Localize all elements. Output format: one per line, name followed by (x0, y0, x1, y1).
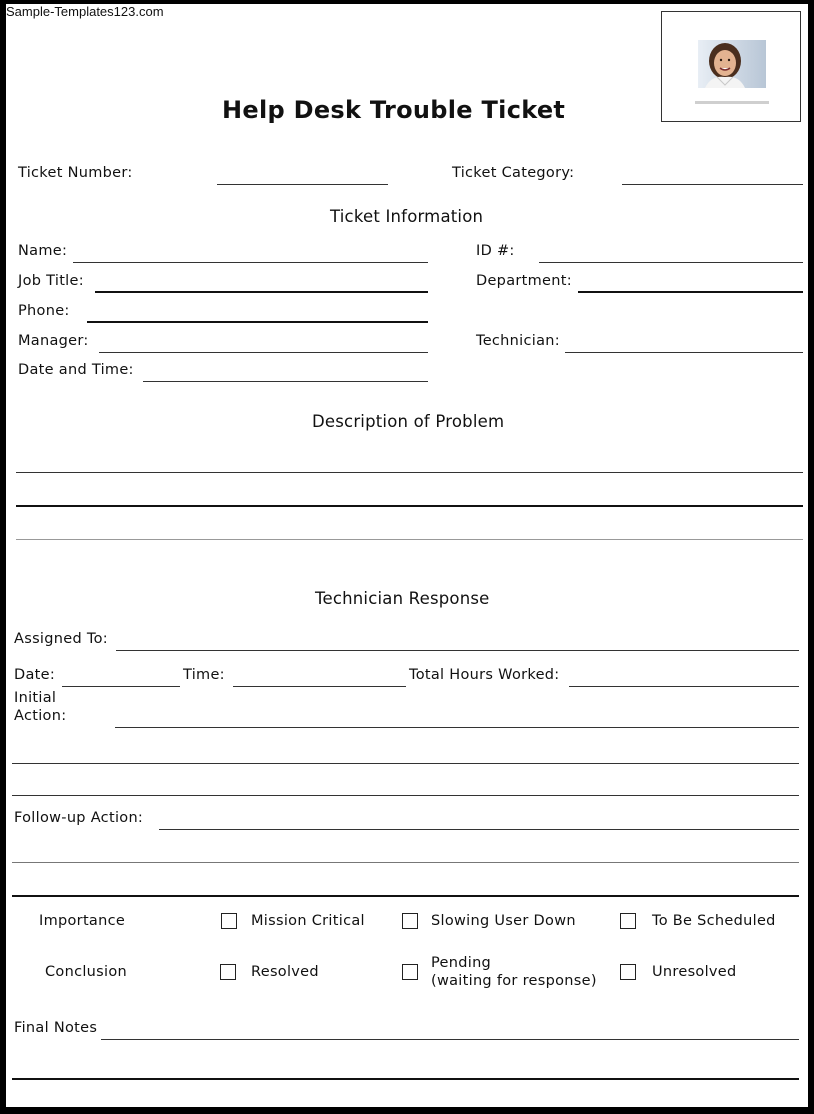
final-notes-field[interactable] (101, 1039, 799, 1040)
to-be-scheduled-checkbox[interactable] (620, 913, 636, 929)
description-line-1[interactable] (16, 472, 803, 473)
resolved-label: Resolved (251, 964, 319, 980)
ticket-information-heading: Ticket Information (330, 207, 484, 226)
followup-action-line-2[interactable] (12, 862, 799, 863)
initial-action-line-2[interactable] (12, 763, 799, 764)
unresolved-label: Unresolved (652, 964, 737, 980)
resolved-checkbox[interactable] (220, 964, 236, 980)
ticket-number-label: Ticket Number: (18, 165, 133, 181)
name-label: Name: (18, 243, 68, 259)
pending-label-line2: (waiting for response) (431, 973, 597, 989)
slowing-user-down-label: Slowing User Down (431, 913, 576, 929)
assigned-to-label: Assigned To: (14, 631, 108, 647)
technician-field[interactable] (565, 352, 803, 353)
assigned-to-field[interactable] (116, 650, 799, 651)
phone-label: Phone: (18, 303, 70, 319)
technician-response-heading: Technician Response (315, 589, 490, 608)
time-field[interactable] (233, 686, 406, 687)
description-line-3[interactable] (16, 539, 803, 540)
total-hours-field[interactable] (569, 686, 799, 687)
followup-action-label: Follow-up Action: (14, 810, 144, 826)
pending-checkbox[interactable] (402, 964, 418, 980)
initial-action-field[interactable] (115, 727, 799, 728)
department-label: Department: (476, 273, 572, 289)
phone-field[interactable] (87, 321, 428, 323)
manager-label: Manager: (18, 333, 89, 349)
photo-box (661, 11, 801, 122)
final-notes-label: Final Notes (14, 1020, 98, 1036)
final-notes-line-2[interactable] (12, 1078, 799, 1080)
department-field[interactable] (578, 291, 803, 293)
ticket-category-label: Ticket Category: (452, 165, 575, 181)
total-hours-label: Total Hours Worked: (409, 667, 560, 683)
initial-action-label-line2: Action: (14, 708, 67, 724)
mission-critical-checkbox[interactable] (221, 913, 237, 929)
conclusion-label: Conclusion (45, 964, 128, 980)
ticket-category-field[interactable] (622, 184, 803, 185)
description-heading: Description of Problem (312, 412, 505, 431)
id-field[interactable] (539, 262, 803, 263)
date-time-label: Date and Time: (18, 362, 134, 378)
date-label: Date: (14, 667, 56, 683)
job-title-label: Job Title: (18, 273, 84, 289)
time-label: Time: (183, 667, 225, 683)
mission-critical-label: Mission Critical (251, 913, 365, 929)
followup-action-field[interactable] (159, 829, 799, 830)
date-time-field[interactable] (143, 381, 428, 382)
name-field[interactable] (73, 262, 428, 263)
ticket-number-field[interactable] (217, 184, 388, 185)
manager-field[interactable] (99, 352, 428, 353)
date-field[interactable] (62, 686, 180, 687)
to-be-scheduled-label: To Be Scheduled (652, 913, 776, 929)
job-title-field[interactable] (95, 291, 428, 293)
initial-action-line-3[interactable] (12, 795, 799, 796)
description-line-2[interactable] (16, 505, 803, 507)
initial-action-label-line1: Initial (14, 690, 57, 706)
pending-label-line1: Pending (431, 955, 492, 971)
page-title: Help Desk Trouble Ticket (222, 96, 566, 124)
id-label: ID #: (476, 243, 515, 259)
importance-label: Importance (39, 913, 126, 929)
unresolved-checkbox[interactable] (620, 964, 636, 980)
slowing-user-down-checkbox[interactable] (402, 913, 418, 929)
watermark: Sample-Templates123.com (6, 4, 164, 19)
technician-label: Technician: (476, 333, 560, 349)
followup-action-line-3[interactable] (12, 895, 799, 897)
person-photo-icon (661, 11, 801, 122)
